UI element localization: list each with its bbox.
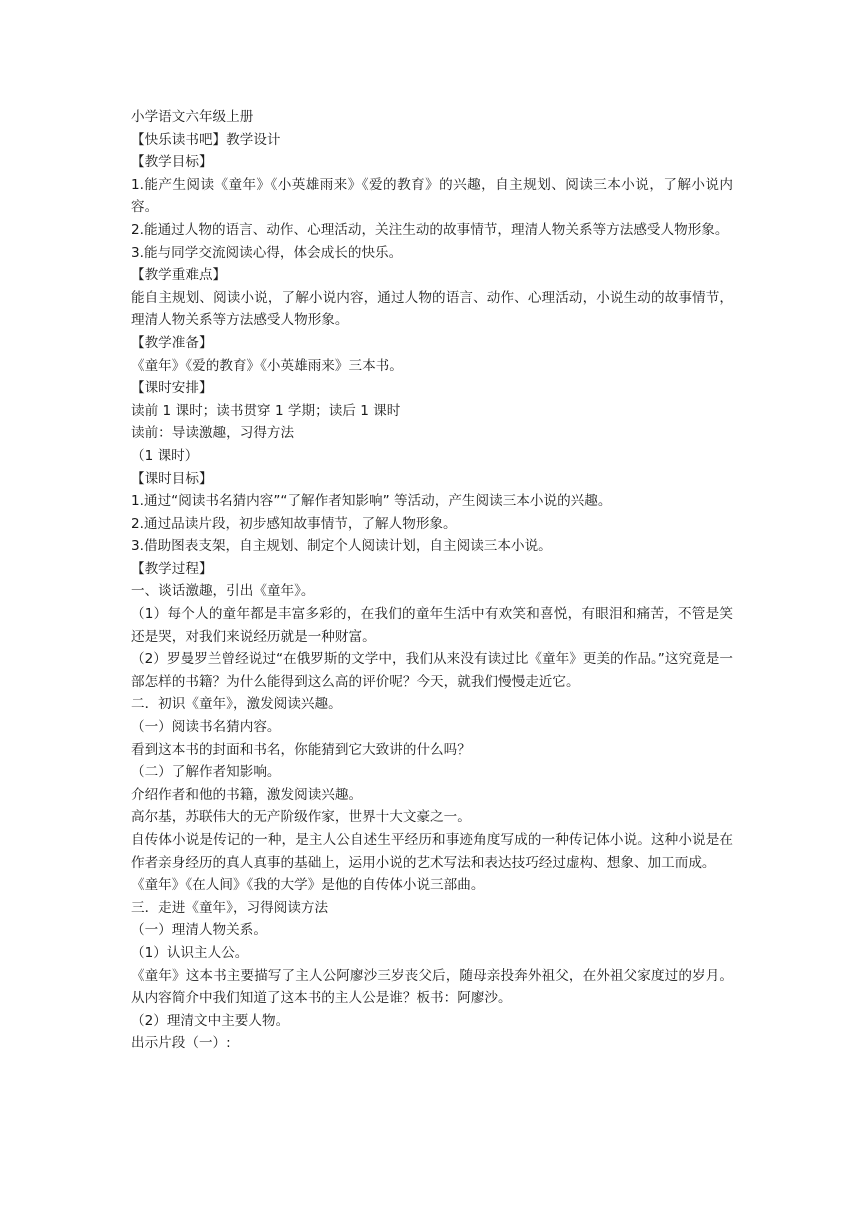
lesson-objective-item: 1.通过“阅读书名猜内容”“了解作者知影响” 等活动，产生阅读三本小说的兴趣。 <box>131 493 612 510</box>
process-substep-heading: （一）理清人物关系。 <box>131 922 267 939</box>
section-heading-process: 【教学过程】 <box>131 560 213 577</box>
lesson-objective-item: 2.通过品读片段，初步感知故事情节，了解人物形象。 <box>131 515 457 532</box>
objective-item: 2.能通过人物的语言、动作、心理活动，关注生动的故事情节，理清人物关系等方法感受人物形象。 <box>131 221 729 238</box>
section-heading-objectives: 【教学目标】 <box>131 154 213 171</box>
grade-subtitle: 小学语文六年级上册 <box>131 109 254 125</box>
objective-item: 1.能产生阅读《童年》《小英雄雨来》《爱的教育》的兴趣，自主规划、阅读三本小说，了解小说内容。 <box>131 176 733 216</box>
section-heading-preparation: 【教学准备】 <box>131 334 213 351</box>
preparation-paragraph: 《童年》《爱的教育》《小英雄雨来》三本书。 <box>131 357 403 374</box>
process-paragraph: （1）认识主人公。 <box>131 944 249 961</box>
process-paragraph: 介绍作者和他的书籍，激发阅读兴趣。 <box>131 786 363 803</box>
process-paragraph: （1）每个人的童年都是丰富多彩的，在我们的童年生活中有欢笑和喜悦，有眼泪和痛苦，不管是笑还是哭，对我们来说经历就是一种财富。 <box>131 606 733 645</box>
lesson-count: （1 课时） <box>131 447 199 464</box>
section-heading-key-points: 【教学重难点】 <box>131 267 227 284</box>
objective-item: 3.能与同学交流阅读心得，体会成长的快乐。 <box>131 244 403 261</box>
process-paragraph: （2）罗曼罗兰曾经说过“在俄罗斯的文学中，我们从来没有读过比《童年》更美的作品。”这究竟是一部怎样的书籍？为什么能得到这么高的评价呢？今天，就我们慢慢走近它。 <box>131 651 733 690</box>
process-paragraph: 高尔基，苏联伟大的无产阶级作家，世界十大文豪之一。 <box>131 809 471 826</box>
pre-reading-heading: 读前：导读激趣，习得方法 <box>131 425 295 442</box>
document-body <box>131 106 733 1055</box>
section-heading-lesson-objectives: 【课时目标】 <box>131 470 213 487</box>
process-substep-heading: （一）阅读书名猜内容。 <box>131 719 281 736</box>
process-step-heading: 二．初识《童年》，激发阅读兴趣。 <box>131 696 342 713</box>
document-title: 【快乐读书吧】教学设计 <box>131 131 281 148</box>
process-paragraph: 自传体小说是传记的一种，是主人公自述生平经历和事迹角度写成的一种传记体小说。这种小说是在作者亲身经历的真人真事的基础上，运用小说的艺术写法和表达技巧经过虚构、想象、加工而成。 <box>131 832 733 871</box>
section-heading-schedule: 【课时安排】 <box>131 380 213 397</box>
process-paragraph: 《童年》《在人间》《我的大学》是他的自传体小说三部曲。 <box>131 877 485 894</box>
process-paragraph: （2）理清文中主要人物。 <box>131 1012 290 1029</box>
key-points-paragraph: 能自主规划、阅读小说，了解小说内容，通过人物的语言、动作、心理活动，小说生动的故事情节，理清人物关系等方法感受人物形象。 <box>131 289 733 329</box>
lesson-objective-item: 3.借助图表支架，自主规划、制定个人阅读计划，自主阅读三本小说。 <box>131 538 552 555</box>
process-step-heading: 一、谈话激趣，引出《童年》。 <box>131 583 315 600</box>
schedule-paragraph: 读前 1 课时；读书贯穿 1 学期；读后 1 课时 <box>131 402 401 419</box>
process-paragraph: 《童年》这本书主要描写了主人公阿廖沙三岁丧父后，随母亲投奔外祖父，在外祖父家度过的岁月。从内容简介中我们知道了这本书的主人公是谁？板书：阿廖沙。 <box>131 967 733 1007</box>
process-step-heading: 三．走进《童年》，习得阅读方法 <box>131 899 329 916</box>
process-paragraph: 看到这本书的封面和书名，你能猜到它大致讲的什么吗？ <box>131 741 471 758</box>
process-paragraph: 出示片段（一）: <box>131 1035 231 1052</box>
process-substep-heading: （二）了解作者知影响。 <box>131 764 281 781</box>
